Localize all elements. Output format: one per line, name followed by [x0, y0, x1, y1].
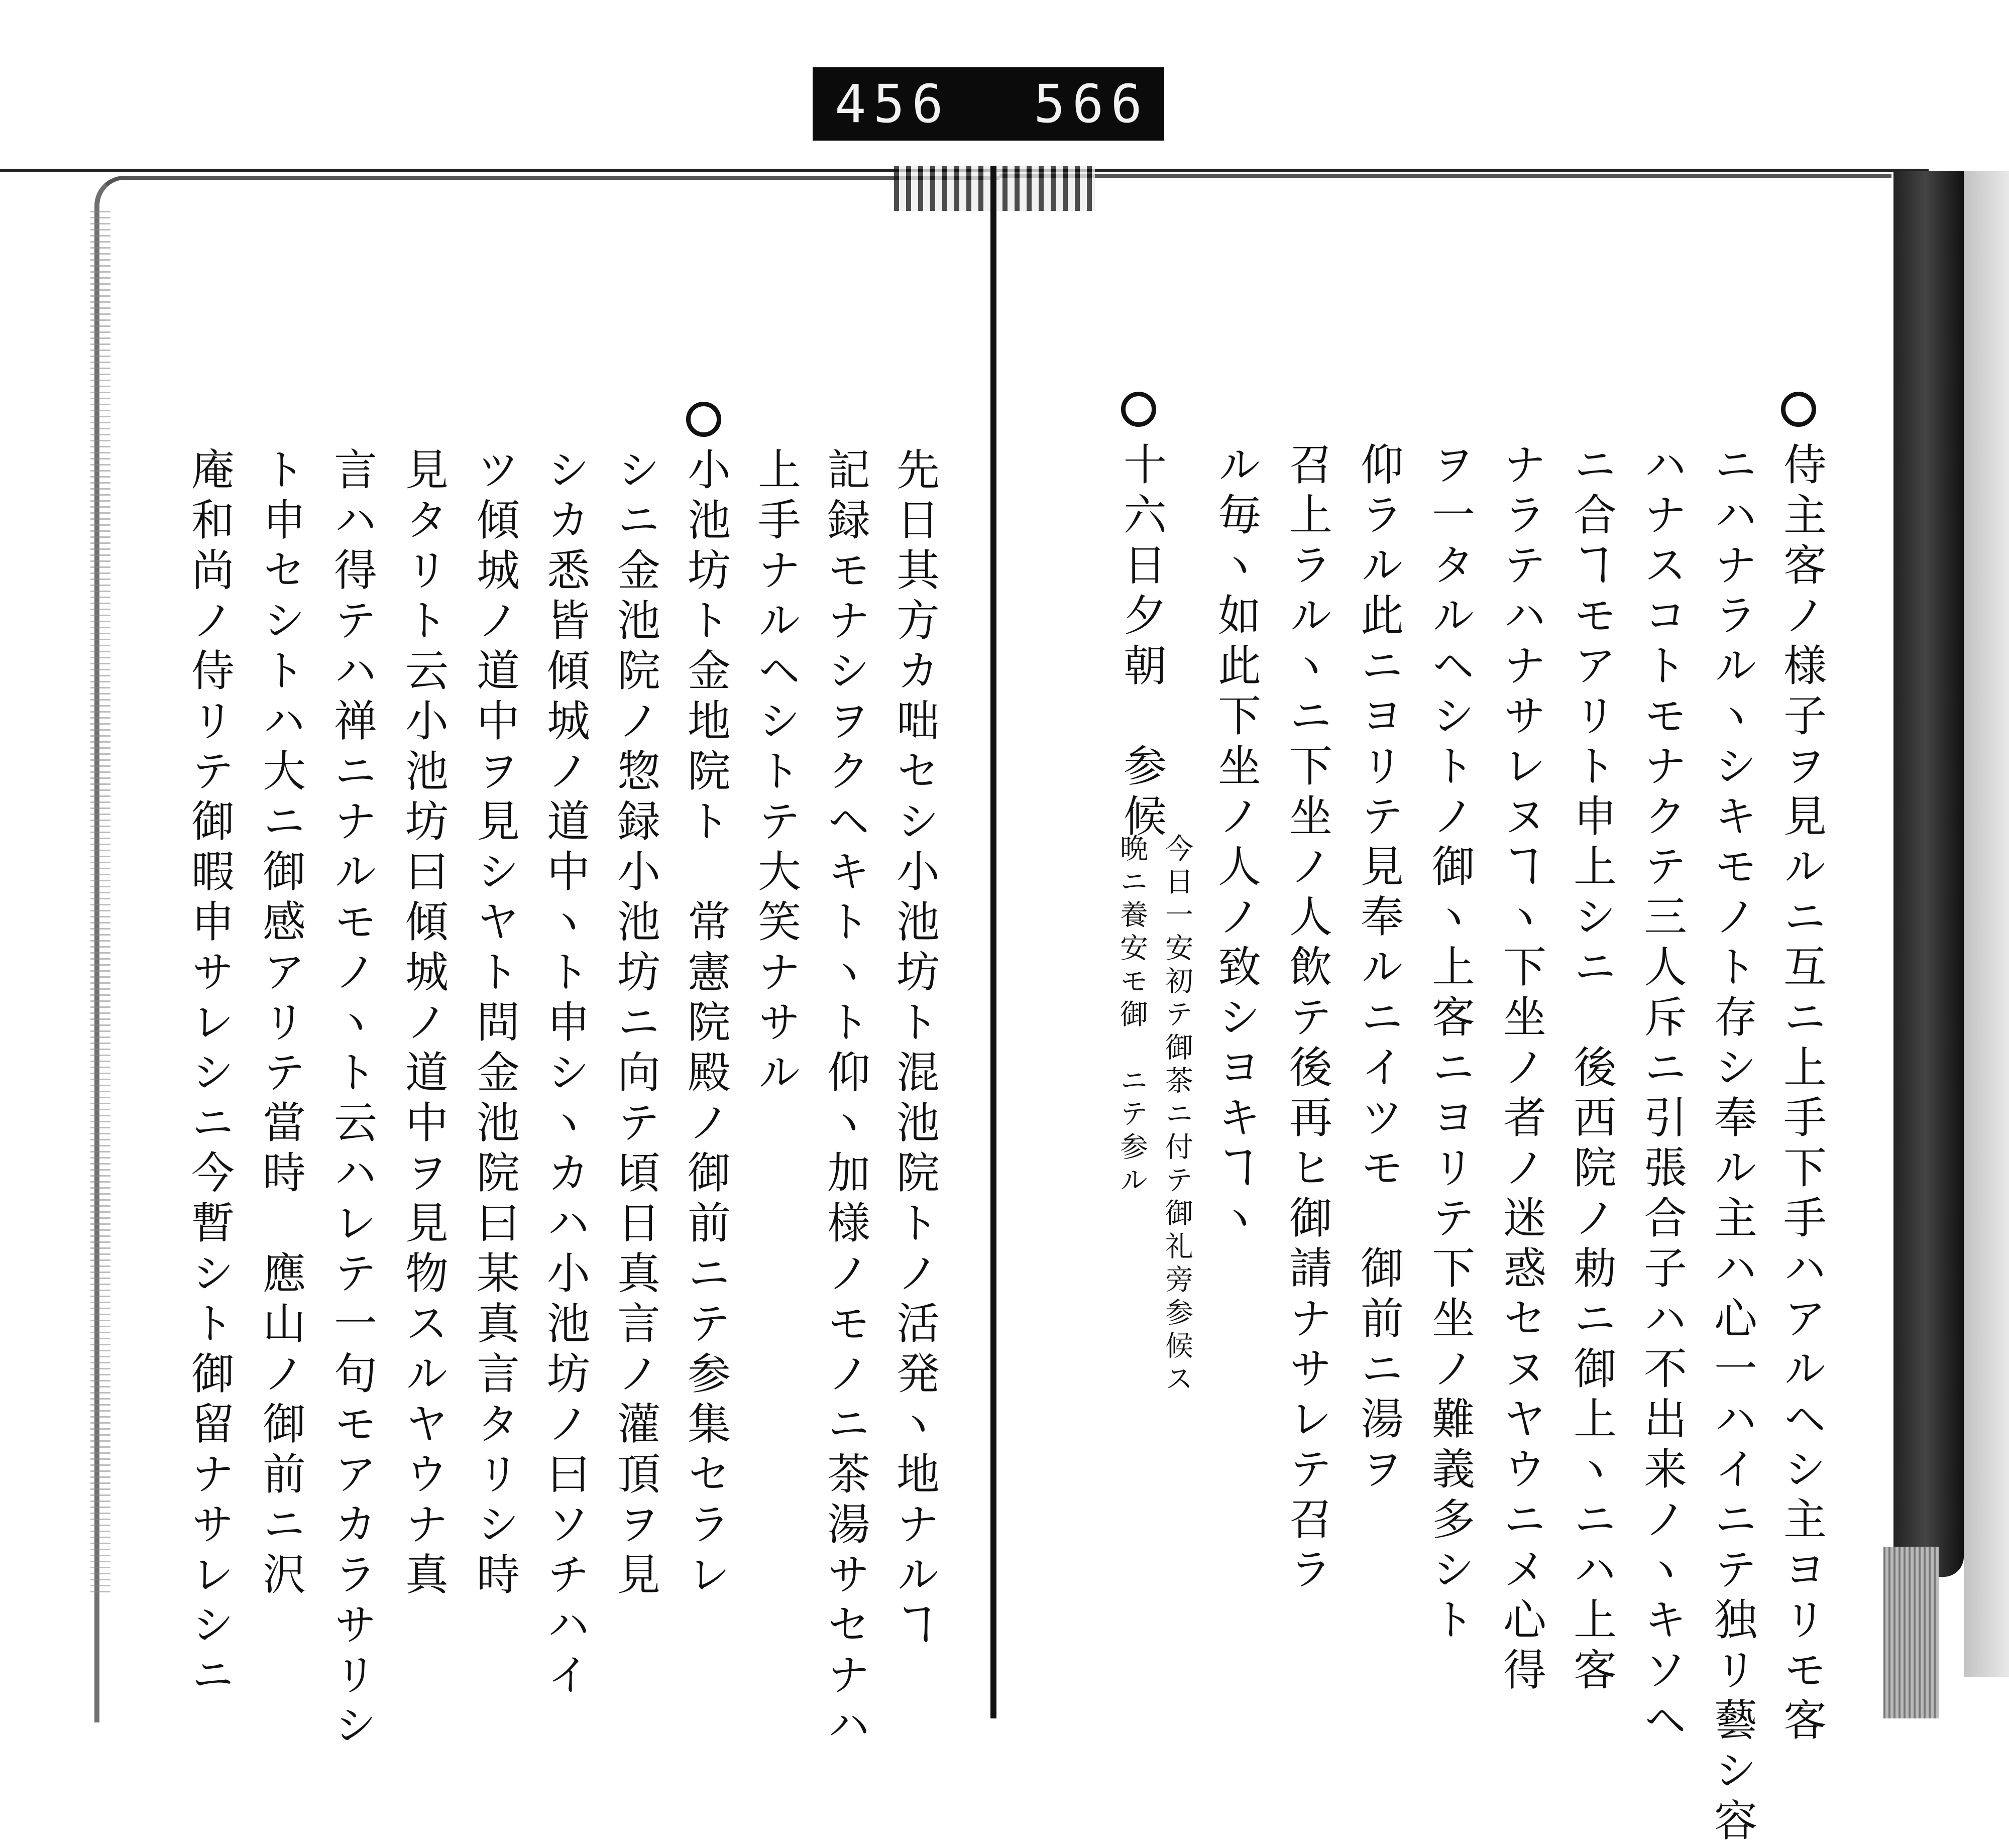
- text-column: 言ハ得テハ禅ニナルモノヽト云ハレテ一句モアカラサリシ: [326, 447, 377, 1753]
- text-column: ル毎ヽ如此下坐ノ人ノ致シヨキヿヽ: [1210, 442, 1261, 1245]
- text-column: 仰ラル此ニヨリテ見奉ルニイツモ 御前ニ湯ヲ: [1353, 442, 1403, 1496]
- spine-shadow: [1964, 171, 2009, 1677]
- entry-marker-circle: [1121, 392, 1156, 427]
- text-column: ナラテハナサレヌヿヽ下坐ノ者ノ迷惑セヌヤウニメ心得: [1496, 442, 1546, 1697]
- entry-heading: 十六日夕朝 参候: [1116, 442, 1166, 844]
- text-column: シニ金池院ノ惣録小池坊ニ向テ頃日真言ノ灌頂ヲ見: [610, 447, 660, 1602]
- text-column: 先日其方カ咄セシ小池坊ト混池院トノ活発ヽ地ナルヿ: [889, 447, 939, 1652]
- catalog-number-plate: [813, 67, 1164, 141]
- left-page-edge: [90, 211, 110, 1597]
- text-column: ト申セシトハ大ニ御感アリテ當時 應山ノ御前ニ沢: [255, 447, 305, 1602]
- book-spine: [1893, 171, 1964, 1577]
- entry-marker-circle: [1781, 392, 1816, 427]
- text-column: 小池坊ト金地院ト 常憲院殿ノ御前ニテ参集セラレ: [680, 447, 730, 1602]
- text-column: 侍主客ノ様子ヲ見ルニ互ニ上手下手ハアルヘシ主ヨリモ客: [1776, 442, 1826, 1748]
- plate-number-right: 566: [1034, 73, 1149, 135]
- gutter-line: [990, 166, 996, 1718]
- entry-note: 晩ニ養安モ御 ニテ参ル: [1115, 834, 1148, 1198]
- text-column: 上手ナルヘシトテ大笑ナサル: [750, 447, 801, 1100]
- text-column: 召上ラルヽニ下坐ノ人飲テ後再ヒ御請ナサレテ召ラ: [1282, 442, 1332, 1597]
- text-column: 見タリト云小池坊曰傾城ノ道中ヲ見物スルヤウナ真: [398, 447, 448, 1602]
- text-column: ハナスコトモナクテ三人斥ニ引張合子ハ不出来ノヽキソヘ: [1636, 442, 1687, 1748]
- entry-marker-circle: [686, 402, 721, 437]
- text-column: 庵和尚ノ侍リテ御暇申サレシニ今暫シト御留ナサレシニ: [184, 447, 234, 1702]
- plate-number-left: 456: [835, 73, 950, 135]
- text-column: ヲ一タルヘシトノ御ヽ上客ニヨリテ下坐ノ難義多シト: [1424, 442, 1475, 1647]
- text-column: ツ傾城ノ道中ヲ見シヤト問金池院曰某真言タリシ時: [469, 447, 519, 1602]
- entry-note: 今日一安初テ御茶ニ付テ御礼旁参候ス: [1161, 834, 1193, 1397]
- text-column: ニ合ヿモアリト申上シニ 後西院ノ勅ニ御上ヽニハ上客: [1566, 442, 1616, 1697]
- page-edges: [1883, 1547, 1939, 1718]
- text-column: 記録モナシヲクヘキトヽト仰ヽ加様ノモノニ茶湯サセナハ: [820, 447, 870, 1753]
- text-column: シカ悉皆傾城ノ道中ヽト申シヽカハ小池坊ノ曰ソチハイ: [539, 447, 590, 1702]
- text-column: ニハナラルヽシキモノト存シ奉ル主ハ心一ハイニテ独リ藝シ容: [1707, 442, 1757, 1848]
